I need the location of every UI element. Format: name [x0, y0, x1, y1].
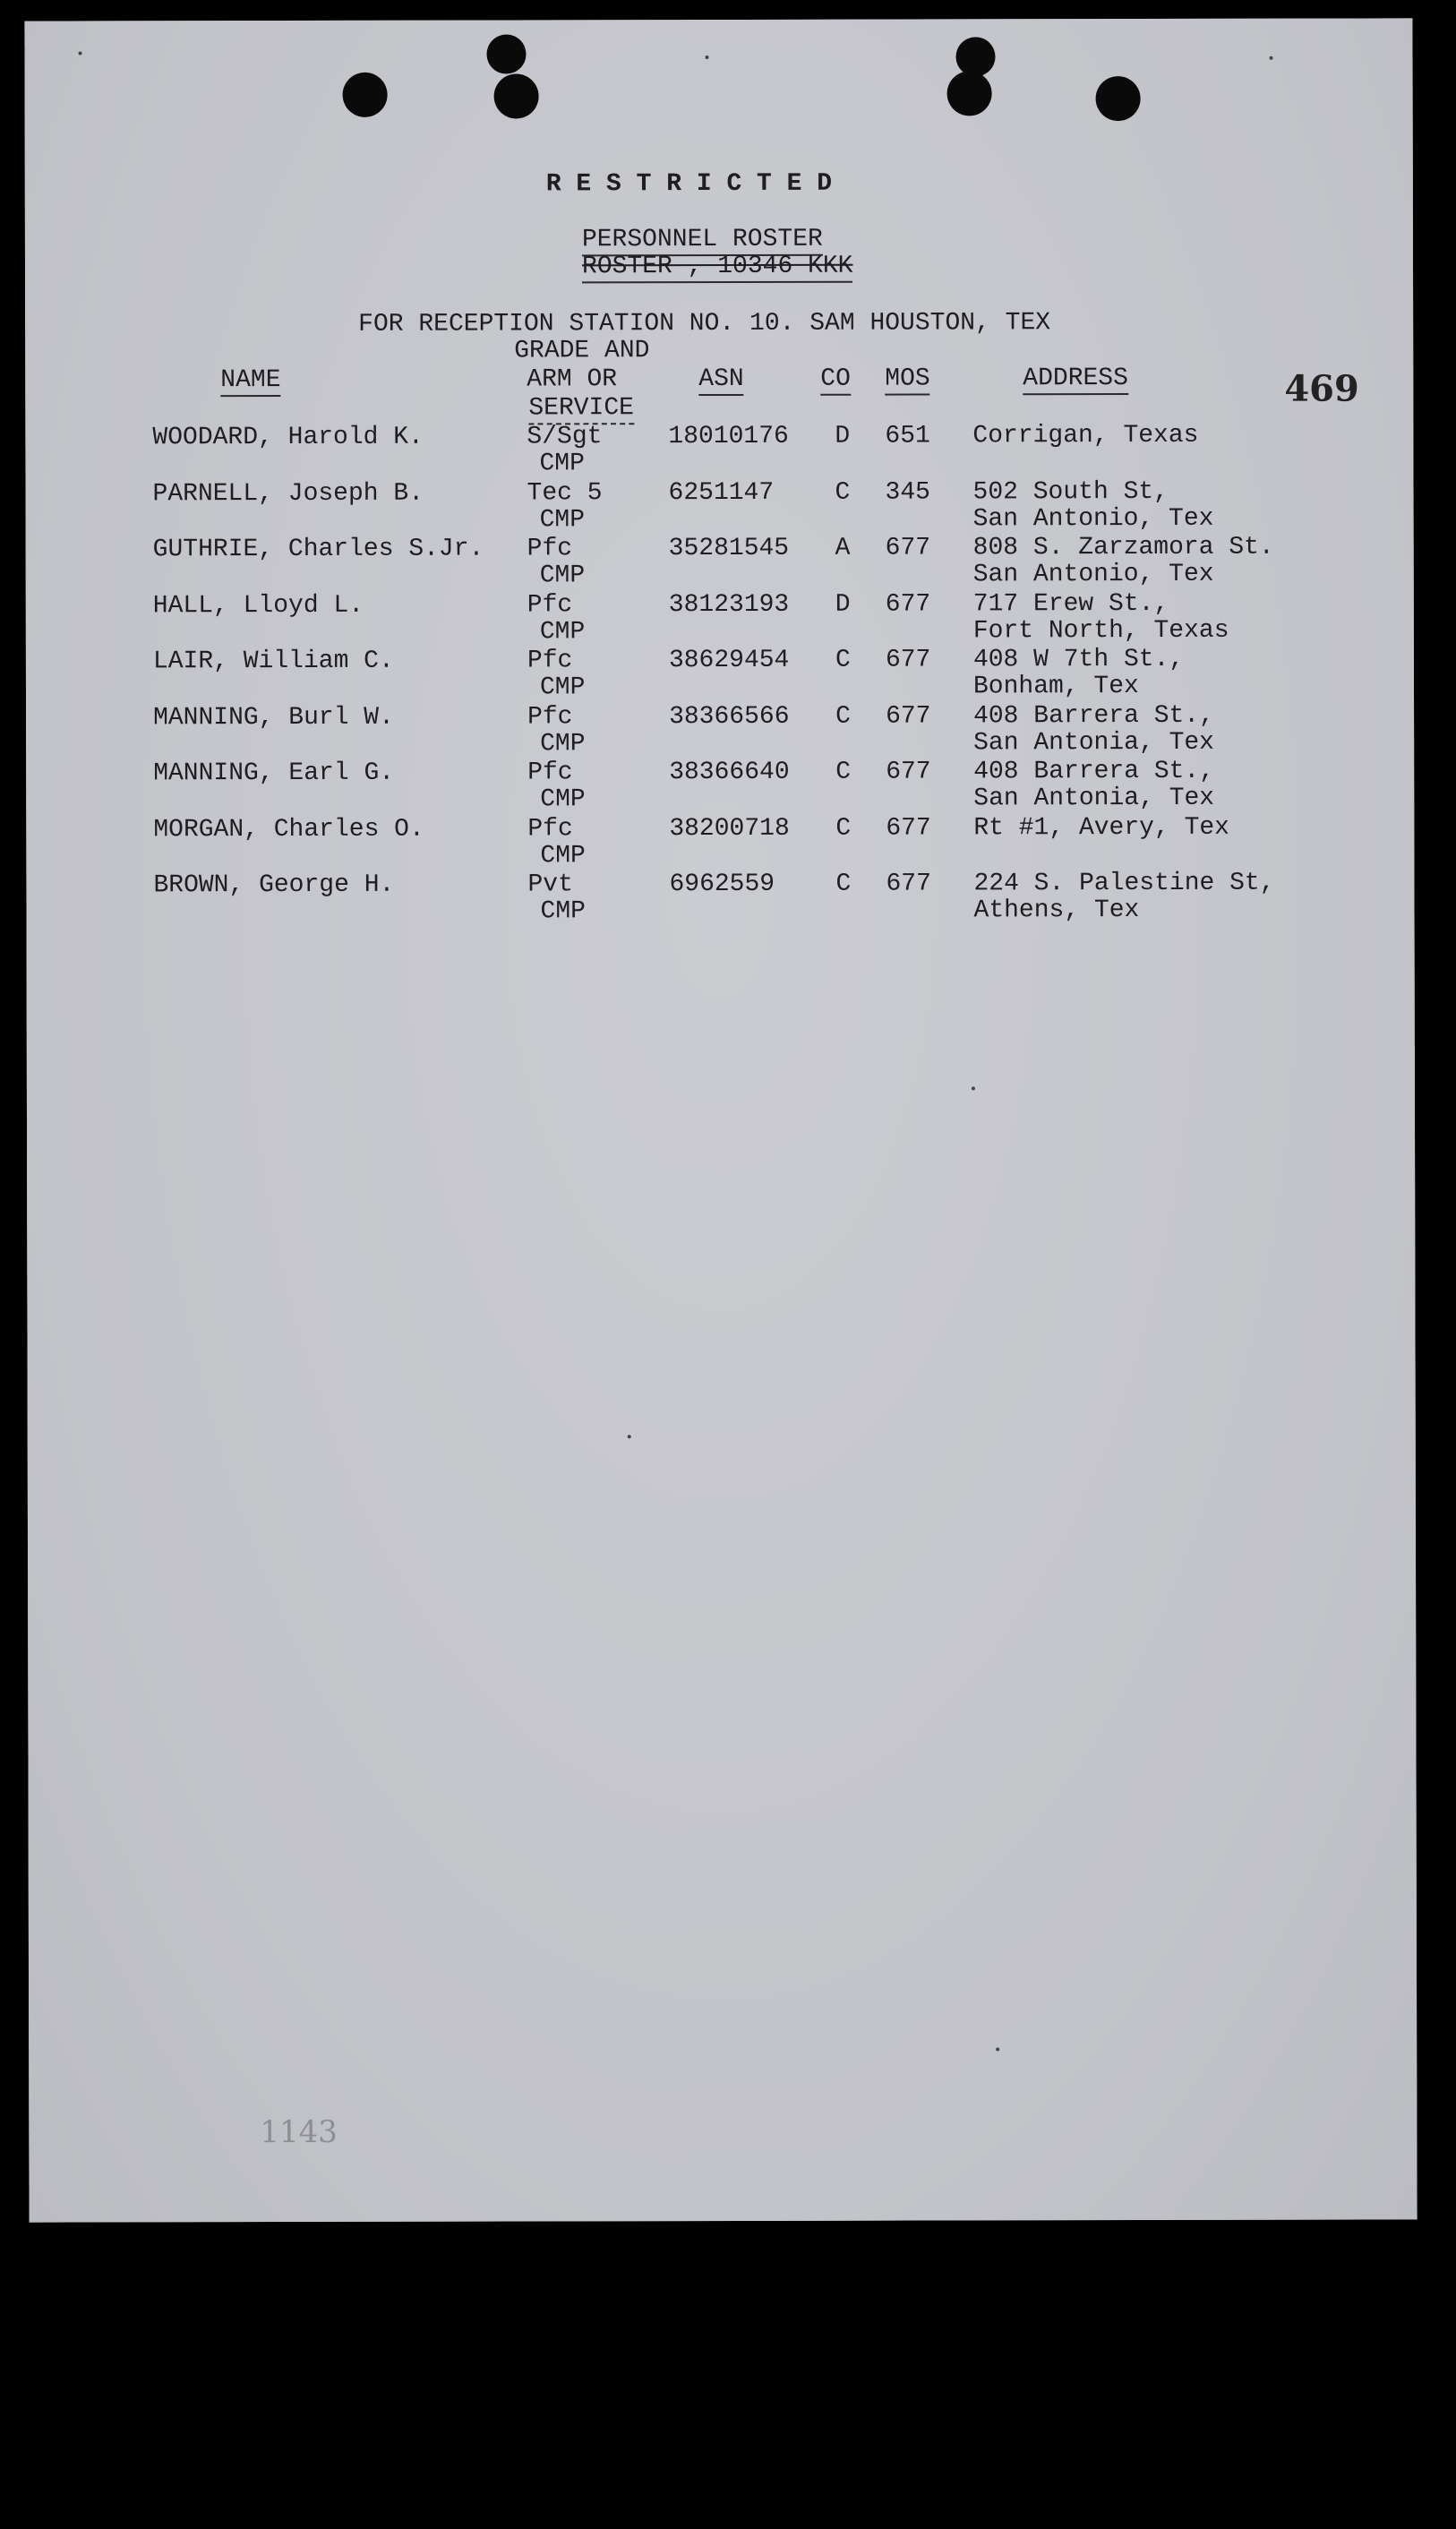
punch-hole	[486, 34, 526, 73]
row-address-line2: San Antonia, Tex	[973, 728, 1214, 757]
page-number: 469	[1284, 367, 1359, 410]
row-name: HALL, Lloyd L.	[152, 591, 364, 620]
row-address-line1: 502 South St,	[972, 477, 1169, 506]
row-arm: CMP	[539, 673, 586, 702]
column-header-name: NAME	[220, 366, 280, 397]
row-name: MORGAN, Charles O.	[153, 815, 424, 844]
row-address-line1: 224 S. Palestine St,	[973, 869, 1275, 898]
row-mos: 677	[885, 590, 931, 619]
punch-hole	[947, 71, 992, 116]
row-asn: 38123193	[668, 590, 790, 619]
row-mos: 651	[885, 422, 930, 450]
row-address-line2: San Antonia, Tex	[973, 784, 1215, 813]
row-arm: CMP	[540, 785, 586, 814]
row-mos: 677	[886, 702, 931, 731]
row-arm: CMP	[539, 562, 586, 590]
row-name: WOODARD, Harold K.	[152, 423, 424, 452]
row-co: D	[835, 422, 851, 450]
row-co: C	[835, 646, 851, 674]
row-address-line2: San Antonio, Tex	[972, 560, 1214, 589]
column-header-asn: ASN	[698, 365, 743, 396]
roster-subtitle: FOR RECEPTION STATION NO. 10. SAM HOUSTON, TEX	[358, 309, 1051, 339]
row-name: BROWN, George H.	[153, 870, 395, 900]
row-arm: CMP	[539, 617, 586, 646]
row-address-line2: Athens, Tex	[973, 896, 1140, 925]
row-grade: Pfc	[527, 647, 573, 675]
row-co: C	[835, 478, 851, 507]
row-grade: Pfc	[527, 702, 573, 731]
punch-hole	[955, 37, 995, 76]
row-mos: 677	[885, 534, 931, 562]
row-asn: 38629454	[668, 646, 790, 675]
roster-number: ROSTER , 10346 KKK	[582, 253, 853, 284]
row-address-line1: 717 Erew St.,	[972, 589, 1169, 618]
row-name: MANNING, Burl W.	[153, 703, 394, 732]
row-mos: 677	[886, 758, 931, 786]
punch-hole	[1096, 76, 1141, 121]
punch-hole	[343, 73, 388, 117]
row-asn: 38366566	[669, 702, 790, 731]
row-arm: CMP	[539, 450, 585, 478]
row-arm: CMP	[540, 897, 586, 926]
column-header-mos: MOS	[885, 365, 929, 396]
row-asn: 38366640	[669, 758, 790, 787]
row-address-line1: Rt #1, Avery, Tex	[973, 813, 1230, 842]
column-header-co: CO	[820, 365, 851, 396]
row-asn: 35281545	[668, 534, 790, 563]
column-header-grade: GRADE AND	[514, 337, 650, 365]
roster-title: PERSONNEL ROSTER	[582, 226, 823, 257]
row-co: C	[835, 814, 852, 843]
row-address-line1: 408 Barrera St.,	[973, 757, 1215, 786]
row-arm: CMP	[539, 505, 586, 534]
row-name: MANNING, Earl G.	[153, 759, 395, 788]
row-grade: S/Sgt	[527, 423, 603, 451]
row-mos: 345	[885, 478, 930, 507]
row-co: C	[835, 870, 852, 898]
row-name: GUTHRIE, Charles S.Jr.	[152, 535, 484, 564]
row-co: C	[835, 758, 852, 786]
row-asn: 38200718	[669, 814, 790, 843]
row-asn: 6962559	[669, 870, 775, 899]
row-name: PARNELL, Joseph B.	[152, 479, 424, 508]
row-mos: 677	[886, 814, 931, 843]
row-co: D	[835, 590, 851, 619]
row-arm: CMP	[540, 729, 586, 758]
row-mos: 677	[885, 646, 931, 674]
row-grade: Pfc	[527, 814, 573, 843]
row-address-line1: 408 W 7th St.,	[972, 645, 1185, 674]
row-address-line1: 408 Barrera St.,	[973, 701, 1214, 730]
row-co: A	[835, 534, 851, 562]
row-grade: Pfc	[527, 759, 573, 787]
row-address-line2: San Antonio, Tex	[972, 504, 1214, 533]
row-grade: Pvt	[527, 870, 573, 899]
row-address-line2: Bonham, Tex	[972, 673, 1139, 701]
row-co: C	[835, 702, 851, 731]
punch-hole	[494, 73, 539, 118]
column-header-address: ADDRESS	[1023, 364, 1128, 395]
row-asn: 6251147	[668, 478, 775, 507]
column-header-service: SERVICE	[528, 394, 634, 424]
stamp-number: 1143	[260, 2113, 338, 2151]
roster-page	[24, 18, 1417, 2222]
row-name: LAIR, William C.	[152, 647, 394, 676]
row-grade: Pfc	[527, 590, 573, 619]
row-grade: Pfc	[527, 535, 573, 563]
row-grade: Tec 5	[527, 478, 603, 507]
row-address-line1: 808 S. Zarzamora St.	[972, 533, 1274, 562]
row-mos: 677	[886, 870, 931, 898]
classification-label: R E S T R I C T E D	[545, 169, 833, 199]
row-address-line1: Corrigan, Texas	[972, 421, 1199, 450]
row-asn: 18010176	[668, 422, 789, 451]
row-arm: CMP	[540, 841, 586, 870]
column-header-arm: ARM OR	[527, 365, 618, 394]
row-address-line2: Fort North, Texas	[972, 616, 1229, 645]
